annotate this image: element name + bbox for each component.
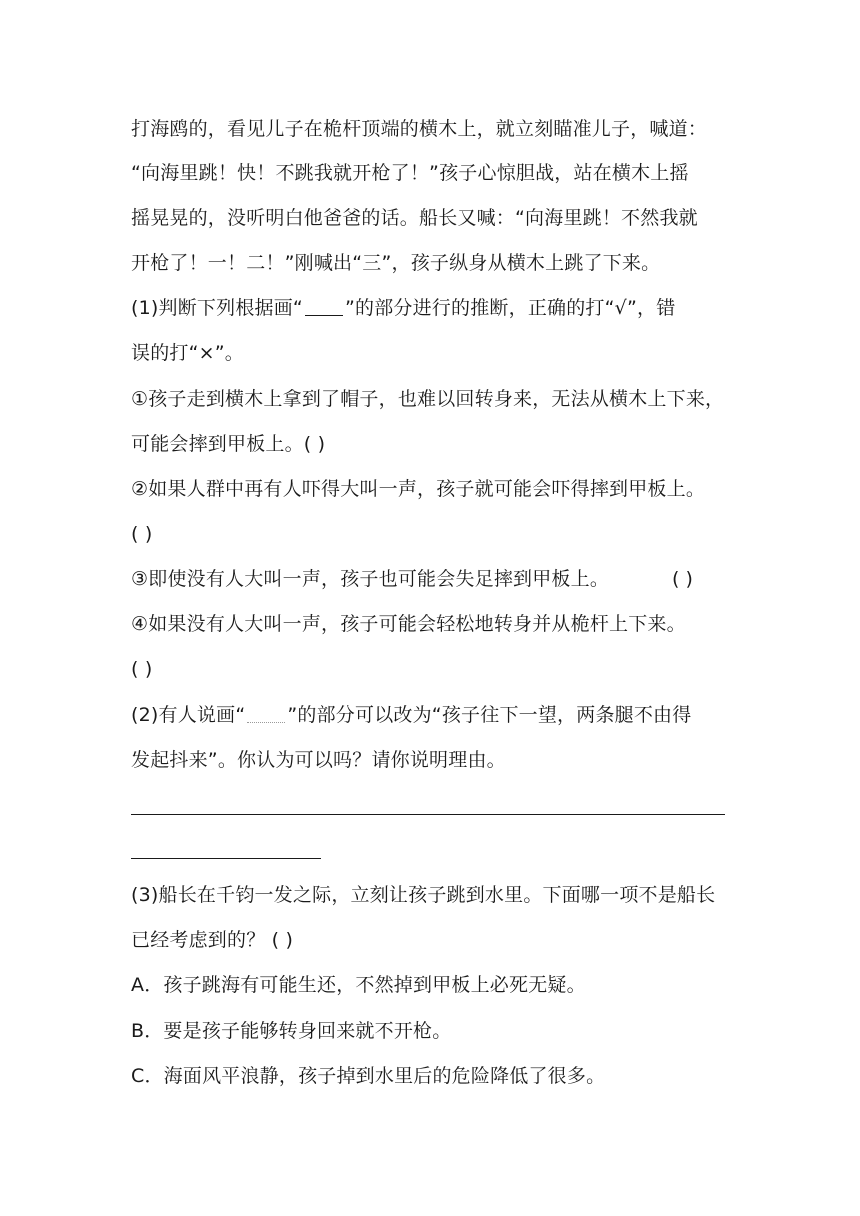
question-1-stem xyxy=(131,295,731,321)
passage-line-1: 打海鸥的，看见儿子在桅杆顶端的横木上，就立刻瞄准儿子，喊道： xyxy=(131,118,708,140)
answer-line-2[interactable] xyxy=(131,858,321,859)
question-3-stem-line-2[interactable]: 已经考虑到的？ ( ) xyxy=(131,929,294,951)
question-3-option-c: C．海面风平浪静，孩子掉到水里后的危险降低了很多。 xyxy=(131,1065,606,1087)
question-3-option-a: A．孩子跳海有可能生还，不然掉到甲板上必死无疑。 xyxy=(131,974,586,996)
question-1-suffix: ”的部分进行的推断，正确的打“√”，错 xyxy=(344,297,676,319)
question-1-item-2: ②如果人群中再有人吓得大叫一声，孩子就可能会吓得摔到甲板上。 xyxy=(131,478,706,500)
question-1-item-4-answer[interactable]: ( ) xyxy=(131,658,153,680)
question-2-stem xyxy=(131,702,731,728)
question-1-item-3: ③即使没有人大叫一声，孩子也可能会失足摔到甲板上。 xyxy=(131,568,610,590)
question-2-prefix: (2)有人说画“ xyxy=(131,704,246,726)
question-1-item-1: ①孩子走到横木上拿到了帽子，也难以回转身来，无法从横木上下来， xyxy=(131,388,725,410)
question-3-stem: (3)船长在千钧一发之际，立刻让孩子跳到水里。下面哪一项不是船长 xyxy=(131,884,716,906)
question-1-item-2-answer[interactable]: ( ) xyxy=(131,523,153,545)
passage-line-4: 开枪了！一！二！”刚喊出“三”，孩子纵身从横木上跳了下来。 xyxy=(131,252,661,274)
question-2-suffix: ”的部分可以改为“孩子往下一望，两条腿不由得 xyxy=(287,704,692,726)
answer-line-1[interactable] xyxy=(131,814,725,815)
question-1-item-3-answer[interactable]: ( ) xyxy=(672,568,693,590)
question-1-item-4: ④如果没有人大叫一声，孩子可能会轻松地转身并从桅杆上下来。 xyxy=(131,613,686,635)
question-1-prefix: (1)判断下列根据画“ xyxy=(131,297,303,319)
passage-line-2: “向海里跳！快！不跳我就开枪了！”孩子心惊胆战，站在横木上摇 xyxy=(131,162,689,184)
solid-underline-marker xyxy=(305,297,343,316)
question-1-item-1-cont[interactable]: 可能会摔到甲板上。( ) xyxy=(131,433,326,455)
question-1-stem-line-2: 误的打“×”。 xyxy=(131,342,245,364)
question-3-option-b: B．要是孩子能够转身回来就不开枪。 xyxy=(131,1020,452,1042)
passage-line-3: 摇晃晃的，没听明白他爸爸的话。船长又喊：“向海里跳！不然我就 xyxy=(131,207,698,229)
wavy-underline-marker xyxy=(247,704,285,723)
question-2-stem-line-2: 发起抖来”。你认为可以吗？请你说明理由。 xyxy=(131,749,506,771)
